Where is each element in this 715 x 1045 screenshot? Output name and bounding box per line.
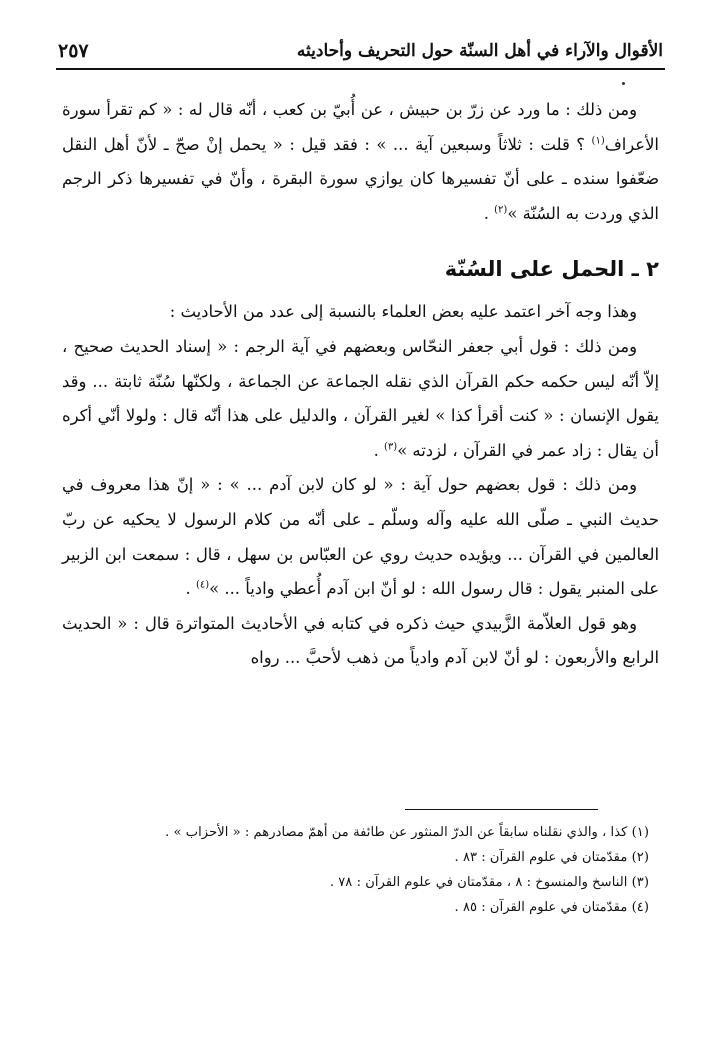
- running-title: الأقوال والآراء في أهل السنّة حول التحريف وأحاديثه: [296, 41, 663, 61]
- section-heading: ٢ ـ الحمل على السُنّة: [444, 257, 659, 282]
- footnote-ref-2: (٢): [494, 204, 508, 216]
- running-header: [58, 34, 663, 68]
- paragraph-1-text: ومن ذلك : ما ورد عن زرّ بن حبيش ، عن أُبيّ بن كعب ، أنّه قال له : « كم تقرأ سورة الأعراف: [62, 100, 659, 154]
- stray-mark: [622, 82, 625, 85]
- paragraph-4: [62, 468, 659, 606]
- footnote-1: (١) كذا ، والذي نقلناه سابقاً عن الدرّ المنثور عن طائفة من أهمّ مصادرهم : « الأحزاب » .: [165, 825, 649, 840]
- paragraph-1-end: .: [483, 203, 495, 223]
- footnote-ref-1: (١): [591, 135, 605, 147]
- footnote-2: (٢) مقدّمتان في علوم القرآن : ٨٣ .: [454, 850, 649, 865]
- page-number: ٢٥٧: [58, 40, 89, 62]
- footnote-3: (٣) الناسخ والمنسوخ : ٨ ، مقدّمتان في علوم القرآن : ٧٨ .: [329, 875, 649, 890]
- paragraph-3-end: .: [373, 440, 384, 460]
- paragraph-3-text: ومن ذلك : قول أبي جعفر النحّاس وبعضهم في آية الرجم : « إسناد الحديث صحيح ، إلاّ أنّه ليس حكمه حكم القرآن الذي نقله الجماعة عن الجماعة ، ولكنّها سُنّة ثابتة ... وقد يقول الإنسان : « كنت أقرأ كذا » لغير القرآن ، والدليل على هذا أنّه قال : ولولا أنّي أكره أن يقال : زاد عمر في القرآن ، لزدته »: [62, 336, 659, 460]
- paragraph-5: وهو قول العلاّمة الزَّبيدي حيث ذكره في كتابه في الأحاديث المتواترة قال : « الحديث الرابع والأربعون : لو أنّ لابن آدم وادياً من ذهب لأحبَّ ... رواه: [62, 613, 659, 668]
- footnotes: [62, 820, 649, 920]
- paragraph-1-text-cont: ؟ قلت : ثلاثاً وسبعين آية ... » : فقد قيل : « يحمل إنْ صحّ ـ لأنّ أهل النقل ضعّفوا سنده ـ على أنّ تفسيرها كان يوازي سورة البقرة ، وأنّ في تفسيرها ذكر الرجم الذي وردت به السُنّة »: [62, 134, 659, 223]
- header-divider: [56, 68, 665, 70]
- footnote-ref-3: (٣): [384, 441, 398, 453]
- paragraph-2: وهذا وجه آخر اعتمد عليه بعض العلماء بالنسبة إلى عدد من الأحاديث :: [169, 302, 637, 322]
- footnote-4: (٤) مقدّمتان في علوم القرآن : ٨٥ .: [454, 900, 649, 915]
- paragraph-1: [62, 93, 659, 231]
- paragraph-4-text: ومن ذلك : قول بعضهم حول آية : « لو كان لابن آدم ... » : « إنّ هذا معروف في حديث النبي ـ صلّى الله عليه وآله وسلّم ـ على أنّه من كلام الرسول لا يحكيه عن ربّ العالمين في القرآن ... ويؤيده حديث روي عن العبّاس بن سهل ، قال : سمعت ابن الزبير على المنبر يقول : قال رسول الله : لو أنّ ابن آدم أُعطي وادياً ... »: [62, 475, 659, 599]
- paragraph-4-end: .: [185, 579, 196, 599]
- paragraph-3: [62, 330, 659, 468]
- main-text: [62, 93, 659, 676]
- footnote-divider: [405, 809, 598, 810]
- footnote-ref-4: (٤): [195, 579, 210, 591]
